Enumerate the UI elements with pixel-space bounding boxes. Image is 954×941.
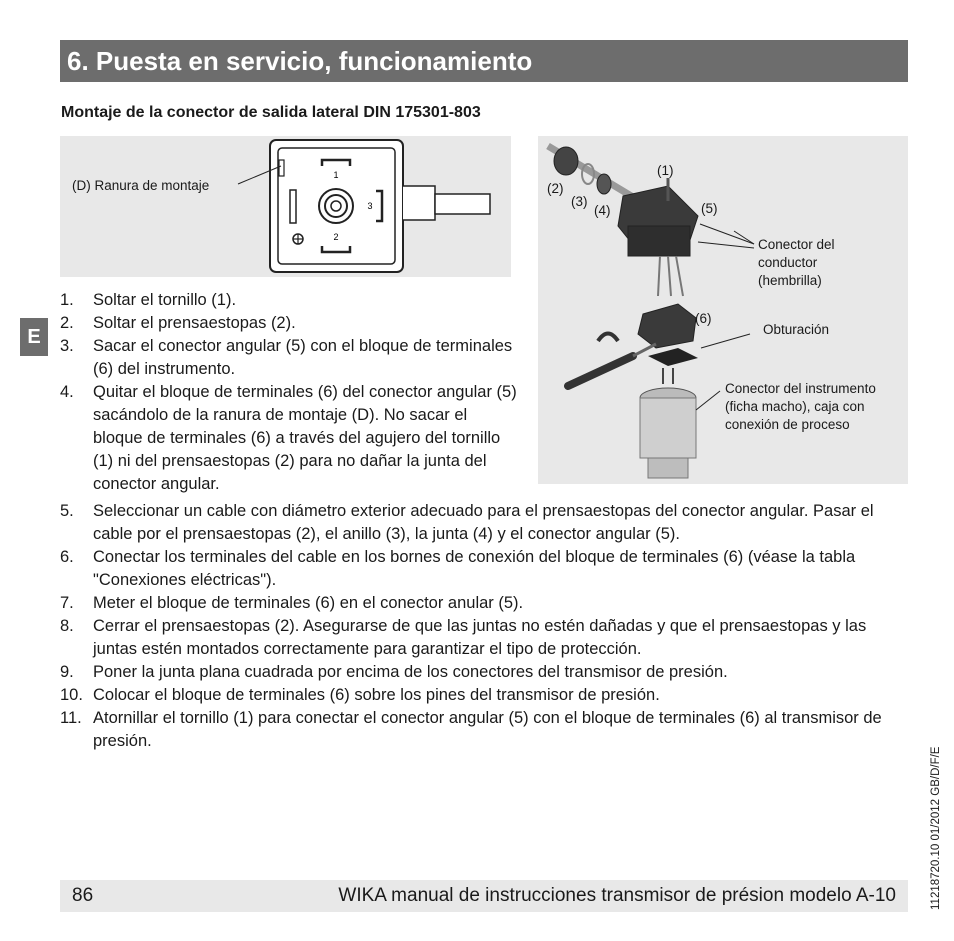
list-item: 6. Conectar los terminales del cable en los bornes de conexión del bloque de terminales (6) (véase la tabla "Conexiones eléctricas"). xyxy=(60,548,856,589)
pin-label-2: 2 xyxy=(333,232,339,242)
connector-face-figure xyxy=(60,136,511,277)
page-number: 86 xyxy=(72,885,94,906)
list-item: 7. Meter el bloque de terminales (6) en el conector anular (5). xyxy=(60,594,524,612)
callout-instr-line2: (ficha macho), caja con xyxy=(725,399,865,414)
callout-5: (5) xyxy=(701,201,718,216)
callout-3: (3) xyxy=(571,194,588,209)
callout-conector-line3: (hembrilla) xyxy=(758,273,822,288)
pin-label-1: 1 xyxy=(333,170,339,180)
language-tab: E xyxy=(20,318,48,356)
list-item: 2. Soltar el prensaestopas (2). xyxy=(60,314,296,332)
list-item: 11. Atornillar el tornillo (1) para conectar el conector angular (5) con el bloque de terminales (6) al transmisor de presión. xyxy=(60,709,882,750)
callout-2: (2) xyxy=(547,181,564,196)
callout-obturacion: Obturación xyxy=(763,322,830,337)
steps-list-upper xyxy=(60,289,520,496)
callout-instr-line3: conexión de proceso xyxy=(725,417,850,432)
page-footer xyxy=(60,880,908,912)
subsection-heading: Montaje de la conector de salida lateral DIN 175301-803 xyxy=(61,104,481,121)
document-code: 11218720.10 01/2012 GB/D/F/E xyxy=(930,746,942,910)
callout-conector-line1: Conector del xyxy=(758,237,835,252)
mounting-slot-label: (D) Ranura de montaje xyxy=(72,178,210,193)
footer-text: WIKA manual de instrucciones transmisor de présion modelo A-10 xyxy=(338,885,896,906)
list-item: 5. Seleccionar un cable con diámetro exterior adecuado para el prensaestopas del conector angular. Pasar el cable por el prensaestopas (2), el anillo (3), la junta (4) y el conector angular (5). xyxy=(60,502,874,543)
assembly-drawing xyxy=(538,136,908,484)
callout-1: (1) xyxy=(657,163,674,178)
callout-6: (6) xyxy=(695,311,712,326)
list-item: 3. Sacar el conector angular (5) con el bloque de terminales (6) del instrumento. xyxy=(60,337,513,378)
list-item: 10. Colocar el bloque de terminales (6) sobre los pines del transmisor de presión. xyxy=(60,686,660,704)
pin-label-3: 3 xyxy=(367,201,373,211)
list-item: 9. Poner la junta plana cuadrada por encima de los conectores del transmisor de presión. xyxy=(60,663,728,681)
callout-4: (4) xyxy=(594,203,611,218)
list-item: 4. Quitar el bloque de terminales (6) del conector angular (5) sacándolo de la ranura de montaje (D). No sacar el bloque de terminales (6) a través del agujero del tornillo (1) ni del prensaestopas (2) para no dañar la junta del conector angular. xyxy=(60,383,517,493)
assembly-figure xyxy=(538,136,908,484)
section-title: 6. Puesta en servicio, funcionamiento xyxy=(60,40,908,82)
callout-instr-line1: Conector del instrumento xyxy=(725,381,876,396)
steps-list-lower xyxy=(60,500,910,753)
list-item: 8. Cerrar el prensaestopas (2). Asegurarse de que las juntas no estén dañadas y que el prensaestopas y las juntas estén montados correctamente para garantizar el tipo de protección. xyxy=(60,617,867,658)
list-item: 1. Soltar el tornillo (1). xyxy=(60,291,237,309)
callout-conector-line2: conductor xyxy=(758,255,818,270)
connector-face-drawing xyxy=(60,136,511,277)
